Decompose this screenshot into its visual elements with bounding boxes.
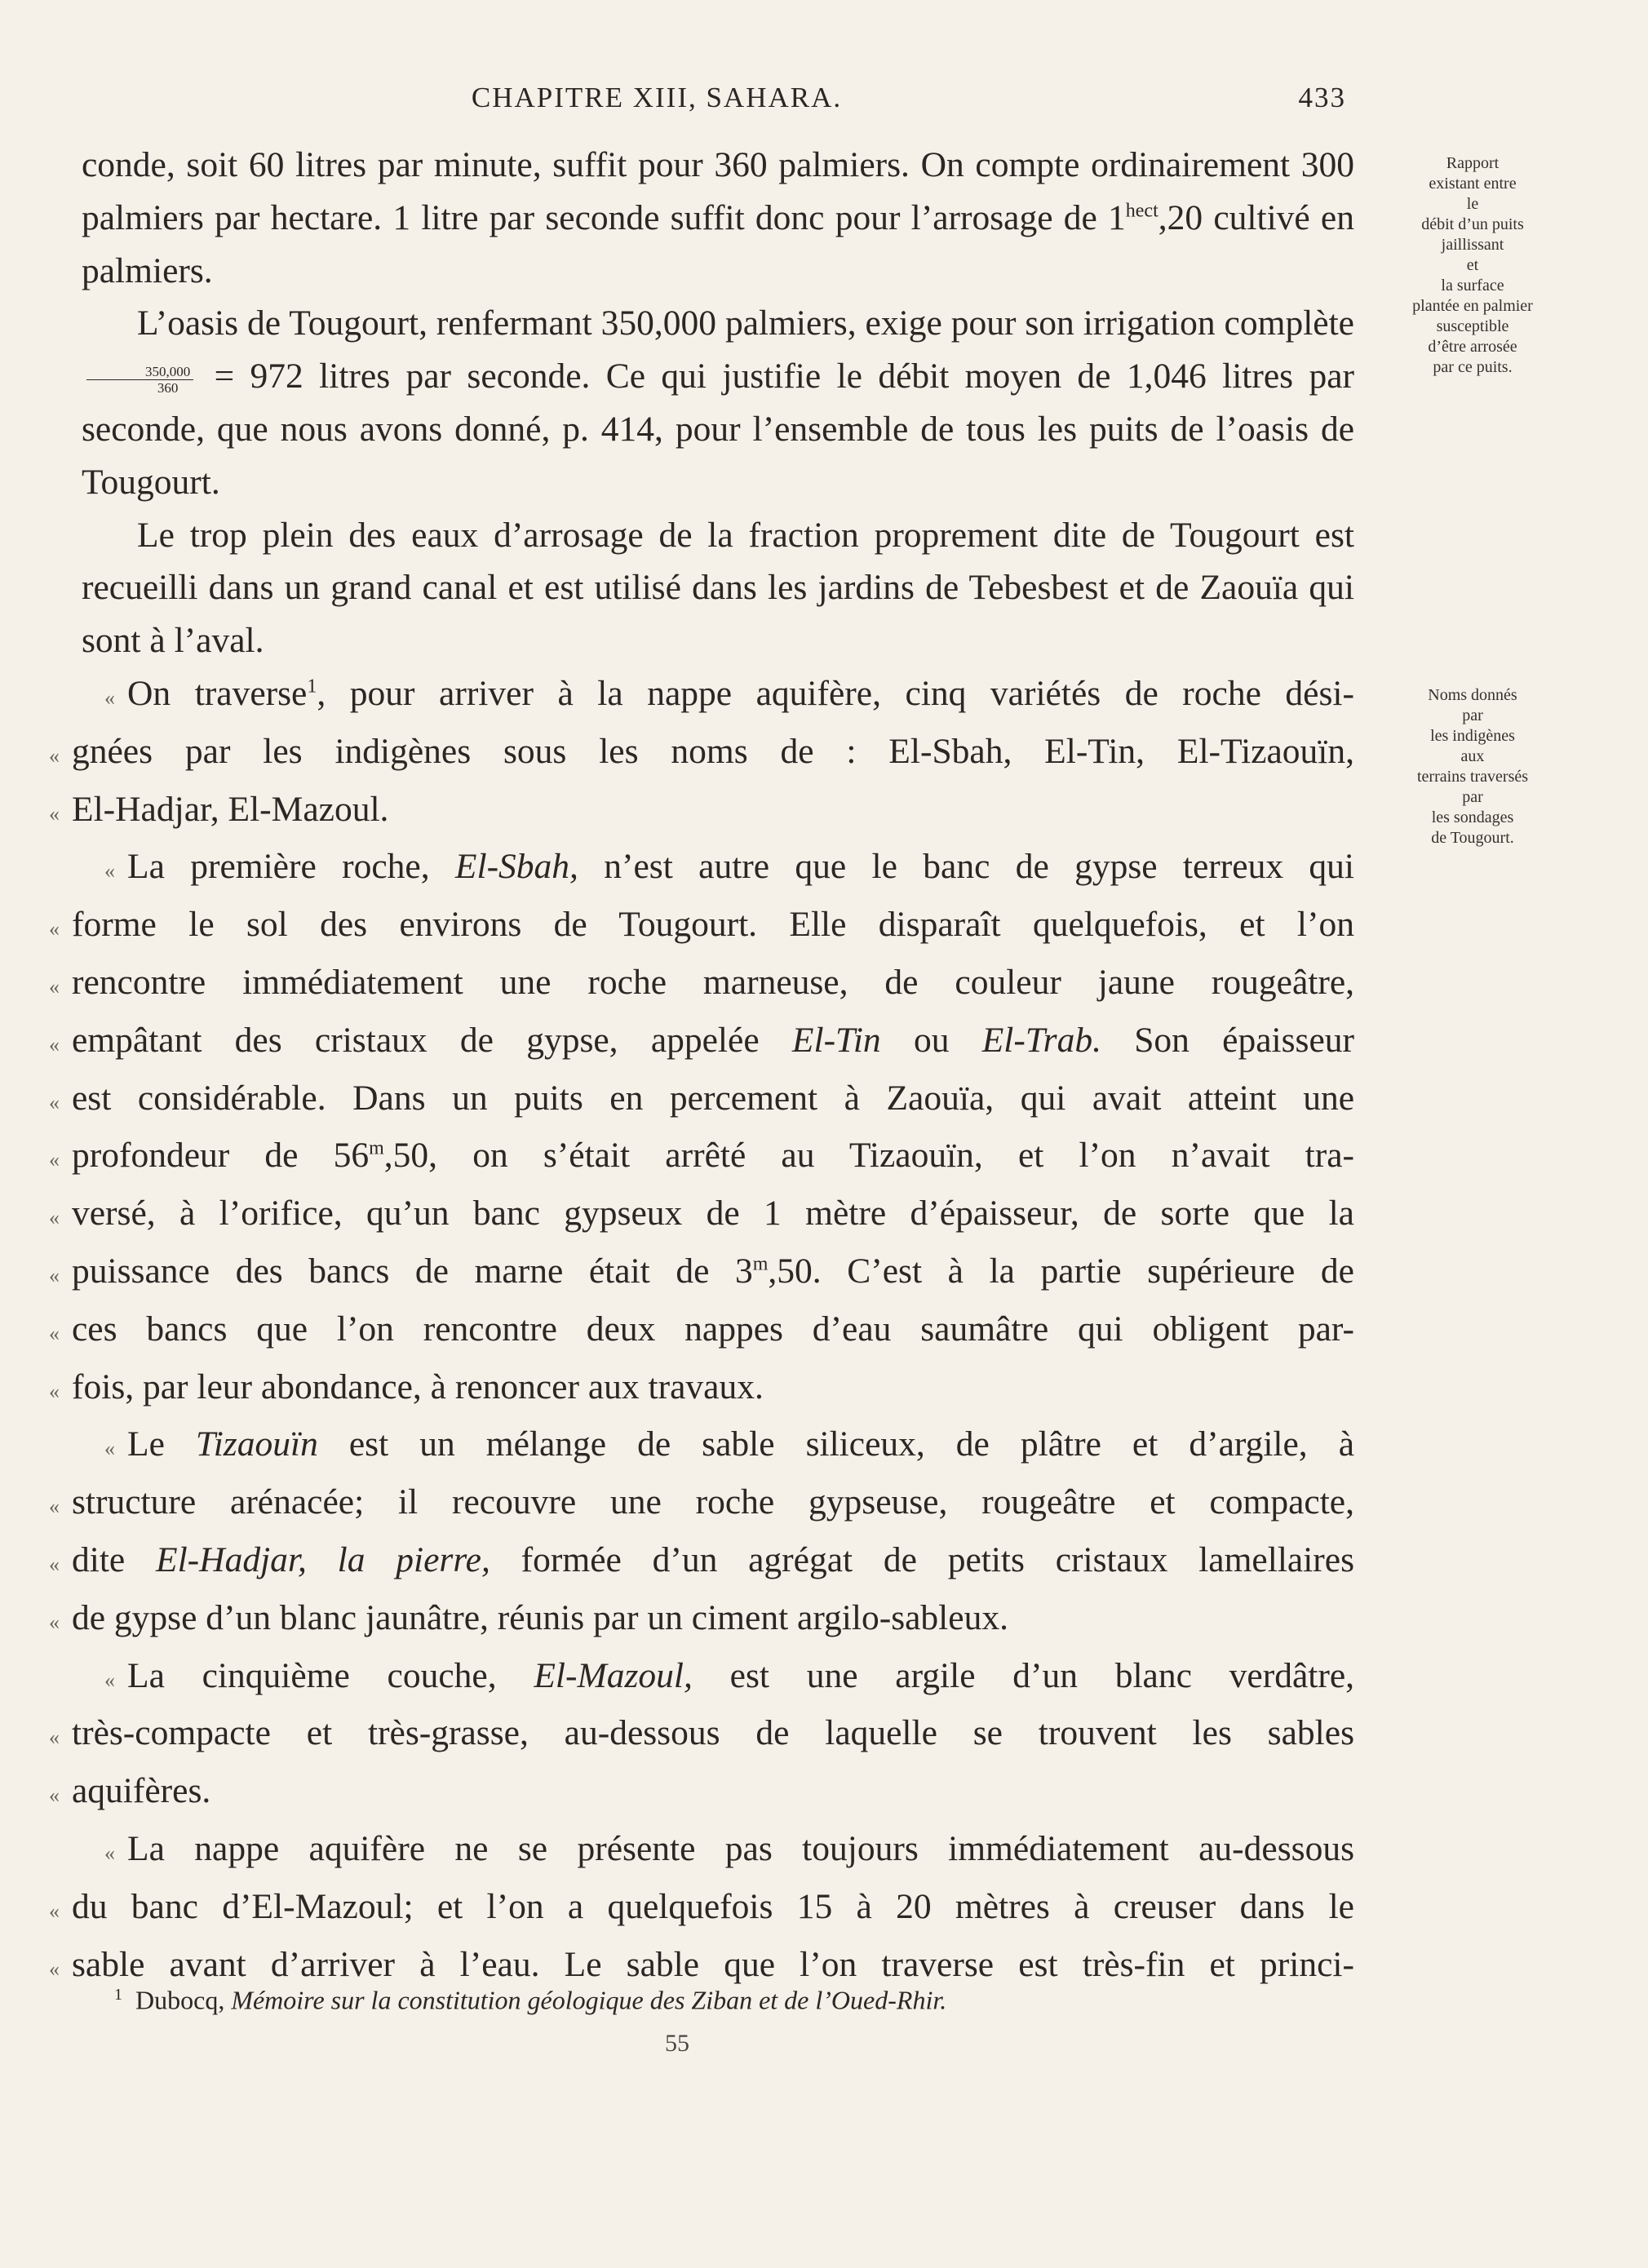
quote-line: « dite El-Hadjar, la pierre, formée d’un agrégat de petits cristaux lamellaires <box>49 1539 1355 1579</box>
running-head <box>82 82 1354 122</box>
quote-line: « fois, par leur abondance, à renoncer aux travaux. <box>49 1367 764 1406</box>
chapter-title: CHAPITRE XIII, SAHARA. <box>471 82 843 113</box>
quote-line: « est considérable. Dans un puits en percement à Zaouïa, qui avait atteint une <box>49 1078 1354 1118</box>
quote-line: « aquifères. <box>49 1771 211 1811</box>
quote-line: « versé, à l’orifice, qu’un banc gypseux de 1 mètre d’épaisseur, de sorte que la <box>49 1194 1354 1234</box>
quote-line: « rencontre immédiatement une roche marneuse, de couleur jaune rougeâtre, <box>49 962 1354 1002</box>
paragraph-2: L’oasis de Tougourt, renfermant 350,000 palmiers, exige pour son irrigation complète $\frac{350,000}{360}$ = 972 litres par seconde. Ce qui justifie le débit moyen de 1,046 litres par seconde, que nous avons donné, p. 414, pour l’ensemble de tous les puits de l’oasis de Tougourt. <box>82 303 1354 502</box>
quote-line: « La première roche, El-Sbah, n’est autre que le banc de gypse terreux qui <box>104 847 1354 887</box>
quote-line: « Le Tizaouïn est un mélange de sable siliceux, de plâtre et d’argile, à <box>104 1424 1355 1464</box>
quote-line: « profondeur de 56$^m$,50, on s’était arrêté au Tizaouïn, et l’on n’avait tra- <box>49 1136 1354 1176</box>
quote-line: « gnées par les indigènes sous les noms de : El-Sbah, El-Tin, El-Tizaouïn, <box>49 731 1354 771</box>
margin-note-noms: Noms donnés par les indigènes aux terrains traversés par les sondages de Tougourt. <box>1416 686 1529 847</box>
footnote-author: Dubocq, <box>135 1985 225 2015</box>
quote-line: « La cinquième couche, El-Mazoul, est une argile d’un blanc verdâtre, <box>104 1655 1355 1695</box>
quote-line: « On traverse$^1$, pour arriver à la nappe aquifère, cinq variétés de roche dési- <box>104 673 1354 713</box>
quote-line: « très-compacte et très-grasse, au-dessous de laquelle se trouvent les sables <box>49 1713 1354 1753</box>
margin-note-rapport: Rapport existant entre le débit d’un puits jaillissant et la surface plantée en palmier susceptible d’être arrosée par ce puits. <box>1412 154 1533 376</box>
signature-mark: 55 <box>665 2030 689 2057</box>
quote-line: « du banc d’El-Mazoul; et l’on a quelquefois 15 à 20 mètres à creuser dans le <box>49 1886 1354 1926</box>
quote-line: « puissance des bancs de marne était de 3$^m$,50. C’est à la partie supérieure de <box>49 1251 1354 1291</box>
quote-line: « sable avant d’arriver à l’eau. Le sable que l’on traverse est très-fin et princi- <box>49 1944 1354 1984</box>
fraction: $\frac{350,000}{360}$ <box>86 364 193 396</box>
footnote-mark: 1 <box>114 1986 122 2004</box>
quote-block <box>49 667 1355 1996</box>
page-number: 433 <box>1298 82 1346 113</box>
quote-line: « ces bancs que l’on rencontre deux nappes d’eau saumâtre qui obligent par- <box>49 1309 1354 1349</box>
footnote-title: Mémoire sur la constitution géologique des Ziban et de l’Oued-Rhir. <box>231 1985 947 2015</box>
quote-line: « El-Hadjar, El-Mazoul. <box>49 789 389 829</box>
quote-line: « structure arénacée; il recouvre une roche gypseuse, rougeâtre et compacte, <box>49 1482 1354 1522</box>
quote-line: « La nappe aquifère ne se présente pas toujours immédiatement au-dessous <box>104 1828 1354 1868</box>
paragraph-1: conde, soit 60 litres par minute, suffit pour 360 palmiers. On compte ordinairement 300 palmiers par hectare. 1 litre par seconde suffit donc pour l’arrosage de $1^{hect},20$ cultivé en palmiers. <box>82 145 1354 290</box>
footnote <box>114 1978 1338 2017</box>
quote-line: « de gypse d’un blanc jaunâtre, réunis par un ciment argilo-sableux. <box>49 1597 1008 1637</box>
quote-line: « forme le sol des environs de Tougourt. Elle disparaît quelquefois, et l’on <box>49 905 1354 945</box>
body-text <box>49 139 1355 1996</box>
quote-line: « empâtant des cristaux de gypse, appelée El-Tin ou El-Trab. Son épaisseur <box>49 1020 1355 1060</box>
paragraph-3: Le trop plein des eaux d’arrosage de la fraction proprement dite de Tougourt est recueilli dans un grand canal et est utilisé dans les jardins de Tebesbest et de Zaouïa qui sont à l’aval. <box>82 515 1354 661</box>
